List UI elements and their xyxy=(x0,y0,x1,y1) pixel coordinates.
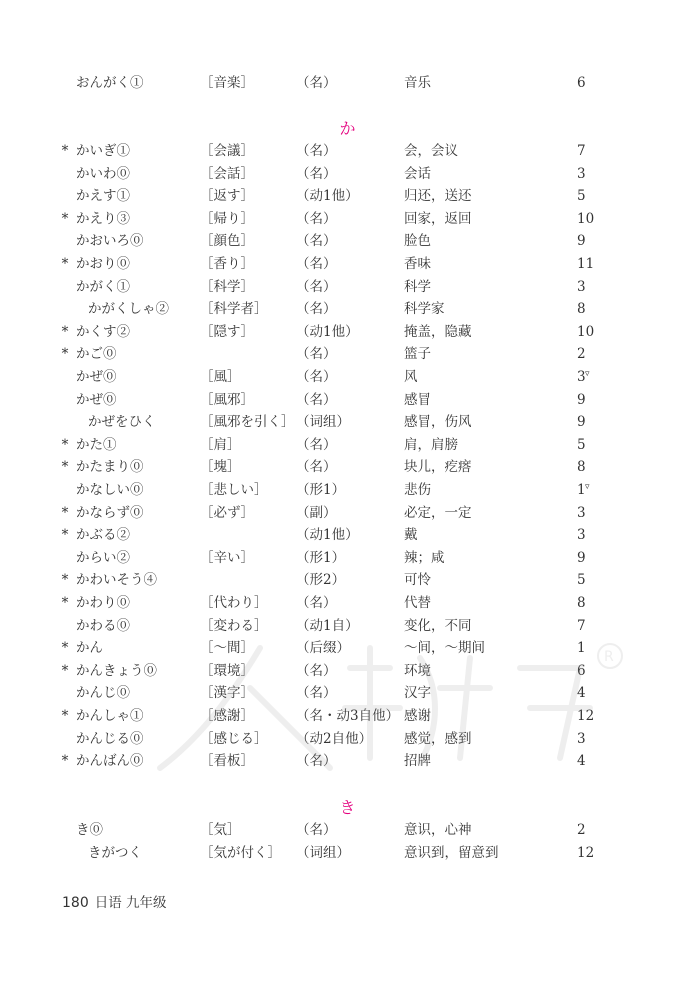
entry-meaning: 掩盖，隐藏 xyxy=(404,323,472,340)
section-heading-ka: か xyxy=(339,119,356,138)
entry-part-of-speech: （名・动3自他） xyxy=(296,708,400,724)
glossary-entry xyxy=(0,208,695,230)
entry-part-of-speech: （形1） xyxy=(296,549,346,566)
glossary-entry xyxy=(0,524,695,546)
glossary-entry xyxy=(0,819,695,841)
entry-lesson: 3 xyxy=(577,165,586,182)
entry-meaning: 科学 xyxy=(404,278,431,295)
entry-meaning: ～间，～期间 xyxy=(404,640,485,657)
entry-part-of-speech: （名） xyxy=(296,233,337,250)
entry-lesson: 5 xyxy=(577,572,586,589)
entry-meaning: 回家，返回 xyxy=(404,210,472,227)
glossary-entry xyxy=(0,72,695,94)
entry-kanji: ［悲しい］ xyxy=(200,482,268,498)
entry-kanji: ［風］ xyxy=(200,369,241,385)
entry-meaning: 代替 xyxy=(404,595,431,611)
svg-text:R: R xyxy=(604,649,614,665)
glossary-entry xyxy=(0,298,695,320)
entry-lesson: 3 xyxy=(577,369,586,385)
entry-lesson: 3 xyxy=(577,730,586,747)
glossary-entry xyxy=(0,230,695,252)
entry-part-of-speech: （词组） xyxy=(296,844,350,861)
entry-lesson: 10 xyxy=(577,210,595,227)
glossary-entry xyxy=(0,705,695,727)
entry-star-mark: * xyxy=(61,662,69,679)
entry-reading: かんじ⓪ xyxy=(76,685,130,702)
entry-lesson: 8 xyxy=(577,595,586,611)
entry-kanji: ［～間］ xyxy=(200,640,254,657)
entry-part-of-speech: （名） xyxy=(296,459,337,476)
entry-meaning: 悲伤 xyxy=(404,482,431,498)
entry-star-mark: * xyxy=(61,323,69,340)
entry-part-of-speech: （名） xyxy=(296,301,337,318)
glossary-entry xyxy=(0,569,695,591)
glossary-entry xyxy=(0,682,695,704)
entry-part-of-speech: （动1自） xyxy=(296,617,359,634)
entry-part-of-speech: （动1他） xyxy=(296,323,359,340)
entry-part-of-speech: （名） xyxy=(296,75,337,91)
glossary-entry xyxy=(0,185,695,207)
entry-star-mark: * xyxy=(61,640,69,657)
glossary-entry xyxy=(0,411,695,433)
entry-reading: かがくしゃ② xyxy=(88,301,169,318)
entry-meaning: 感谢 xyxy=(404,708,431,724)
entry-reading: かぜ⓪ xyxy=(76,369,117,385)
glossary-entry xyxy=(0,547,695,569)
entry-reading: かぜ⓪ xyxy=(76,391,117,408)
entry-kanji: ［音楽］ xyxy=(200,75,254,91)
entry-lesson: 9 xyxy=(577,549,586,566)
entry-meaning: 感冒 xyxy=(404,391,431,408)
glossary-entry xyxy=(0,389,695,411)
entry-star-mark: * xyxy=(61,346,69,363)
entry-part-of-speech: （名） xyxy=(296,346,337,363)
glossary-entry xyxy=(0,253,695,275)
book-title: 日语 九年级 xyxy=(94,895,167,911)
entry-kanji: ［代わり］ xyxy=(200,595,268,611)
entry-lesson: 10 xyxy=(577,323,595,340)
entry-kanji: ［気が付く］ xyxy=(200,844,281,861)
entry-reading: かおいろ⓪ xyxy=(76,233,144,250)
entry-part-of-speech: （名） xyxy=(296,256,337,272)
entry-lesson: 5 xyxy=(577,436,586,453)
entry-reading: かおり⓪ xyxy=(76,256,130,272)
entry-kanji: ［感じる］ xyxy=(200,730,268,747)
entry-part-of-speech: （名） xyxy=(296,369,337,385)
entry-lesson: 4 xyxy=(577,753,586,770)
entry-part-of-speech: （名） xyxy=(296,210,337,227)
lesson-note-mark: ▿ xyxy=(585,369,590,379)
entry-part-of-speech: （名） xyxy=(296,436,337,453)
entry-lesson: 9 xyxy=(577,414,586,431)
entry-part-of-speech: （名） xyxy=(296,685,337,702)
glossary-entry xyxy=(0,140,695,162)
glossary-entry xyxy=(0,434,695,456)
entry-kanji: ［顔色］ xyxy=(200,233,254,250)
entry-lesson: 3 xyxy=(577,504,586,521)
entry-reading: かえり③ xyxy=(76,210,130,227)
entry-meaning: 意识，心神 xyxy=(404,822,472,838)
entry-meaning: 招牌 xyxy=(404,753,431,770)
entry-reading: かた① xyxy=(76,436,117,453)
entry-kanji: ［風邪を引く］ xyxy=(200,414,295,431)
glossary-entry xyxy=(0,276,695,298)
entry-part-of-speech: （名） xyxy=(296,822,337,838)
entry-part-of-speech: （动1他） xyxy=(296,527,359,544)
entry-reading: かんしゃ① xyxy=(76,708,144,724)
glossary-entry xyxy=(0,343,695,365)
entry-meaning: 感觉，感到 xyxy=(404,730,472,747)
entry-reading: かえす① xyxy=(76,188,130,205)
glossary-entry xyxy=(0,728,695,750)
entry-kanji: ［肩］ xyxy=(200,436,241,453)
entry-lesson: 2 xyxy=(577,822,586,838)
glossary-entry xyxy=(0,366,695,388)
entry-reading: かいぎ① xyxy=(76,143,130,159)
entry-reading: かんばん⓪ xyxy=(76,753,144,770)
entry-star-mark: * xyxy=(61,527,69,544)
entry-meaning: 科学家 xyxy=(404,301,445,318)
entry-meaning: 脸色 xyxy=(404,233,431,250)
entry-kanji: ［返す］ xyxy=(200,188,254,205)
entry-meaning: 必定，一定 xyxy=(404,504,472,521)
entry-kanji: ［帰り］ xyxy=(200,210,254,227)
entry-meaning: 归还，送还 xyxy=(404,188,472,205)
entry-meaning: 肩，肩膀 xyxy=(404,436,458,453)
entry-lesson: 11 xyxy=(577,256,595,272)
entry-meaning: 辣；咸 xyxy=(404,549,445,566)
entry-meaning: 戴 xyxy=(404,527,418,544)
glossary-entry xyxy=(0,456,695,478)
entry-kanji: ［風邪］ xyxy=(200,391,254,408)
entry-lesson: 9 xyxy=(577,233,586,250)
entry-reading: かがく① xyxy=(76,278,130,295)
entry-part-of-speech: （名） xyxy=(296,143,337,159)
entry-lesson: 2 xyxy=(577,346,586,363)
entry-kanji: ［会話］ xyxy=(200,165,254,182)
entry-kanji: ［必ず］ xyxy=(200,504,254,521)
glossary-entry xyxy=(0,660,695,682)
entry-meaning: 变化，不同 xyxy=(404,617,472,634)
entry-kanji: ［辛い］ xyxy=(200,549,254,566)
glossary-entry xyxy=(0,842,695,864)
glossary-entry xyxy=(0,479,695,501)
entry-meaning: 香味 xyxy=(404,256,431,272)
glossary-entry xyxy=(0,502,695,524)
entry-meaning: 块儿，疙瘩 xyxy=(404,459,472,476)
entry-kanji: ［気］ xyxy=(200,822,241,838)
entry-lesson: 1 xyxy=(577,482,586,498)
glossary-entry xyxy=(0,163,695,185)
entry-star-mark: * xyxy=(61,572,69,589)
entry-reading: かわいそう④ xyxy=(76,572,157,589)
entry-meaning: 可怜 xyxy=(404,572,431,589)
entry-part-of-speech: （形2） xyxy=(296,572,346,589)
entry-star-mark: * xyxy=(61,143,69,159)
entry-reading: かなしい⓪ xyxy=(76,482,144,498)
glossary-entry xyxy=(0,615,695,637)
entry-star-mark: * xyxy=(61,256,69,272)
entry-part-of-speech: （名） xyxy=(296,595,337,611)
entry-reading: かご⓪ xyxy=(76,346,117,363)
entry-reading: かくす② xyxy=(76,323,130,340)
entry-reading: かならず⓪ xyxy=(76,504,144,521)
glossary-entry xyxy=(0,637,695,659)
entry-star-mark: * xyxy=(61,595,69,611)
entry-lesson: 6 xyxy=(577,75,586,91)
entry-star-mark: * xyxy=(61,459,69,476)
entry-kanji: ［香り］ xyxy=(200,256,254,272)
entry-part-of-speech: （名） xyxy=(296,753,337,770)
entry-lesson: 6 xyxy=(577,662,586,679)
entry-reading: からい② xyxy=(76,549,130,566)
entry-lesson: 3 xyxy=(577,527,586,544)
lesson-note-mark: ▿ xyxy=(585,482,590,492)
entry-reading: かたまり⓪ xyxy=(76,459,144,476)
entry-part-of-speech: （副） xyxy=(296,504,337,521)
entry-part-of-speech: （名） xyxy=(296,662,337,679)
glossary-entry xyxy=(0,592,695,614)
entry-kanji: ［環境］ xyxy=(200,662,254,679)
entry-reading: かぜをひく xyxy=(88,414,156,431)
entry-lesson: 12 xyxy=(577,708,595,724)
entry-reading: かぶる② xyxy=(76,527,130,544)
entry-reading: き⓪ xyxy=(76,822,103,838)
entry-kanji: ［看板］ xyxy=(200,753,254,770)
entry-reading: かわる⓪ xyxy=(76,617,130,634)
entry-reading: おんがく① xyxy=(76,75,144,91)
entry-part-of-speech: （名） xyxy=(296,391,337,408)
glossary-entry xyxy=(0,321,695,343)
entry-lesson: 8 xyxy=(577,459,586,476)
page-number: 180 xyxy=(62,895,89,911)
entry-reading: かわり⓪ xyxy=(76,595,130,611)
entry-kanji: ［科学］ xyxy=(200,278,254,295)
entry-lesson: 7 xyxy=(577,143,586,159)
entry-star-mark: * xyxy=(61,210,69,227)
entry-lesson: 12 xyxy=(577,844,595,861)
entry-reading: きがつく xyxy=(88,844,142,861)
entry-part-of-speech: （形1） xyxy=(296,482,346,498)
entry-part-of-speech: （词组） xyxy=(296,414,350,431)
entry-lesson: 3 xyxy=(577,278,586,295)
entry-kanji: ［隠す］ xyxy=(200,323,254,340)
entry-meaning: 音乐 xyxy=(404,75,431,91)
entry-meaning: 会话 xyxy=(404,165,431,182)
entry-lesson: 7 xyxy=(577,617,586,634)
entry-star-mark: * xyxy=(61,504,69,521)
entry-star-mark: * xyxy=(61,436,69,453)
glossary-entry xyxy=(0,750,695,772)
entry-lesson: 9 xyxy=(577,391,586,408)
entry-kanji: ［感謝］ xyxy=(200,708,254,724)
entry-meaning: 风 xyxy=(404,369,418,385)
entry-part-of-speech: （动2自他） xyxy=(296,730,373,747)
entry-star-mark: * xyxy=(61,753,69,770)
entry-kanji: ［会議］ xyxy=(200,143,254,159)
entry-reading: かん xyxy=(76,640,103,657)
entry-meaning: 环境 xyxy=(404,662,431,679)
entry-reading: かんじる⓪ xyxy=(76,730,144,747)
entry-part-of-speech: （后缀） xyxy=(296,640,350,657)
entry-lesson: 8 xyxy=(577,301,586,318)
entry-reading: かんきょう⓪ xyxy=(76,662,157,679)
entry-kanji: ［漢字］ xyxy=(200,685,254,702)
page-footer xyxy=(62,893,167,913)
entry-star-mark: * xyxy=(61,708,69,724)
entry-lesson: 1 xyxy=(577,640,586,657)
entry-kanji: ［塊］ xyxy=(200,459,241,476)
entry-part-of-speech: （动1他） xyxy=(296,188,359,205)
entry-meaning: 汉字 xyxy=(404,685,431,702)
entry-meaning: 意识到，留意到 xyxy=(404,844,499,861)
entry-part-of-speech: （名） xyxy=(296,165,337,182)
section-heading-ki: き xyxy=(339,798,356,817)
entry-kanji: ［変わる］ xyxy=(200,617,268,634)
entry-lesson: 5 xyxy=(577,188,586,205)
entry-meaning: 会，会议 xyxy=(404,143,458,159)
entry-part-of-speech: （名） xyxy=(296,278,337,295)
entry-kanji: ［科学者］ xyxy=(200,301,268,318)
entry-reading: かいわ⓪ xyxy=(76,165,130,182)
entry-meaning: 感冒，伤风 xyxy=(404,414,472,431)
entry-meaning: 篮子 xyxy=(404,346,431,363)
entry-lesson: 4 xyxy=(577,685,586,702)
